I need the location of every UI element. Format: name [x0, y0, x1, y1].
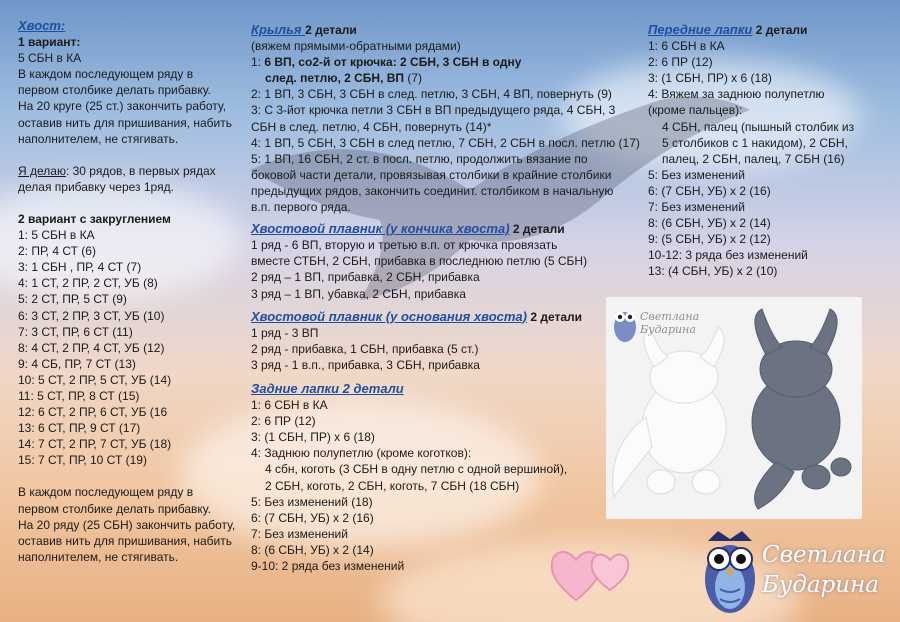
fin-base-row: 3 ряд - 1 в.п., прибавка, 3 СБН, прибавка — [251, 357, 480, 372]
front-legs-section — [648, 22, 854, 280]
owl-logo-icon — [700, 527, 760, 617]
my-method-text: : 30 рядов, в первых рядах — [65, 163, 216, 178]
variant2-end-line: На 20 ряду (25 СБН) закончить работу, — [18, 517, 236, 532]
my-method-line — [18, 163, 235, 179]
author-signature — [762, 540, 886, 600]
hind-row: 7: Без изменений — [251, 526, 348, 541]
wings-row1 — [251, 54, 640, 70]
fin-tip-row: 2 ряд – 1 ВП, прибавка, 2 СБН, прибавка — [251, 270, 480, 285]
variant1-line: 5 СБН в КА — [18, 51, 82, 66]
fin-tip-heading: Хвостовой плавник (у кончика хвоста) — [251, 221, 510, 237]
wings-row1-text2: след. петлю, 2 СБН, ВП — [265, 71, 405, 86]
wings-row: боковой части детали, провязывая столбики в крайние столбики — [251, 167, 612, 182]
front-row: (кроме пальцев): — [648, 103, 743, 118]
fin-tip-heading-line — [251, 221, 640, 237]
my-method-label: Я делаю — [18, 163, 66, 178]
hind-row: 8: (6 СБН, УБ) х 2 (14) — [251, 542, 374, 557]
front-row: 3: (1 СБН, ПР) х 6 (18) — [648, 71, 772, 86]
middle-column — [251, 22, 640, 574]
variant2-row: 9: 4 СБ, ПР, 7 СТ (13) — [18, 356, 136, 371]
fin-tip-row: вместе СТБН, 2 СБН, прибавка в последнюю петлю (5 СБН) — [251, 254, 588, 269]
variant2-heading: 2 вариант с закруглением — [18, 211, 171, 226]
variant2-row: 5: 2 СТ, ПР, 5 СТ (9) — [18, 292, 127, 307]
variant2-row: 11: 5 СТ, ПР, 8 СТ (15) — [18, 388, 140, 403]
variant2-row: 4: 1 СТ, 2 ПР, 2 СТ, УБ (8) — [18, 276, 158, 291]
variant2-row: 6: 3 СТ, 2 ПР, 3 СТ, УБ (10) — [18, 308, 165, 323]
wings-count: 2 детали — [305, 23, 357, 37]
variant2-end-line: первом столбике делать прибавку. — [18, 501, 211, 516]
wings-heading-line — [251, 22, 640, 38]
variant2-end-line: В каждом последующем ряду в — [18, 485, 194, 500]
hind-row-indented: 4 сбн, коготь (3 СБН в одну петлю с одной вершиной), — [265, 462, 568, 477]
wings-row: предыдущих рядов, закончить соединит. столбиком в начальную — [251, 183, 614, 198]
front-row: 1: 6 СБН в КА — [648, 39, 725, 54]
tail-section — [18, 18, 235, 565]
variant2-row: 8: 4 СТ, 2 ПР, 4 СТ, УБ (12) — [18, 340, 165, 355]
front-row: 4: Вяжем за заднюю полупетлю — [648, 87, 825, 102]
signature-line: Светлана — [762, 542, 886, 568]
fin-tip-row: 3 ряд – 1 ВП, убавка, 2 СБН, прибавка — [251, 286, 466, 301]
my-method-line2: делая прибавку через 1ряд. — [18, 179, 174, 194]
variant2-row: 2: ПР, 4 СТ (6) — [18, 244, 96, 259]
front-legs-heading: Передние лапки — [648, 22, 753, 37]
owl-watermark-icon — [612, 303, 638, 343]
fin-base-row: 2 ряд - прибавка, 1 СБН, прибавка (5 ст.) — [251, 341, 479, 356]
variant2-row: 14: 7 СТ, 2 ПР, 7 СТ, УБ (18) — [18, 437, 172, 452]
front-row-indented: палец, 2 СБН, палец, 7 СБН (16) — [662, 151, 845, 166]
fin-base-row: 1 ряд - 3 ВП — [251, 325, 319, 340]
variant1-line: оставив нить для пришивания, набить — [18, 115, 232, 130]
front-row: 7: Без изменений — [648, 200, 745, 215]
wings-row1-text: 6 ВП, со2-й от крючка: 2 СБН, 3 СБН в одну — [264, 55, 522, 70]
fin-base-heading-line — [251, 309, 640, 325]
photo-watermark — [640, 310, 699, 336]
variant1-line: В каждом последующем ряду в — [18, 67, 194, 82]
variant1-heading: 1 вариант: — [18, 35, 81, 50]
wings-row: в.п. первого ряда. — [251, 200, 351, 215]
variant2-end-line: наполнителем, не стягивать. — [18, 549, 179, 564]
wings-row: 4: 1 ВП, 5 СБН, 3 СБН в след петлю, 7 СБН, 2 СБН в посл. петлю (17) — [251, 135, 640, 150]
hind-row: 2: 6 ПР (12) — [251, 414, 316, 429]
signature-line: Бударина — [762, 572, 879, 598]
hind-row: 9-10: 2 ряда без изменений — [251, 559, 405, 573]
wings-row1-number: 1: — [251, 55, 265, 70]
variant2-row: 13: 6 СТ, ПР, 9 СТ (17) — [18, 421, 141, 436]
watermark-line: Бударина — [640, 323, 696, 336]
wings-row: СБН в след. петлю, 4 СБН, повернуть (14)* — [251, 119, 492, 134]
wings-note: (вяжем прямыми-обратными рядами) — [251, 39, 461, 54]
wings-row1-count: (7) — [404, 71, 423, 86]
front-row: 8: (6 СБН, УБ) х 2 (14) — [648, 216, 771, 231]
fin-tip-count: 2 детали — [509, 222, 565, 237]
variant2-row: 10: 5 СТ, 2 ПР, 5 СТ, УБ (14) — [18, 372, 172, 387]
wings-row: 2: 1 ВП, 3 СБН, 3 СБН в след. петлю, 3 СБН, 4 ВП, повернуть (9) — [251, 87, 612, 102]
variant2-row: 15: 7 СТ, ПР, 10 СТ (19) — [18, 453, 147, 468]
fin-tip-row: 1 ряд - 6 ВП, вторую и третью в.п. от крючка провязать — [251, 238, 558, 253]
front-row-indented: 5 столбиков с 1 накидом), 2 СБН, — [662, 135, 848, 150]
wings-heading: Крылья — [251, 22, 306, 37]
hind-row-indented: 2 СБН, коготь, 2 СБН, коготь, 7 СБН (18 СБН) — [265, 478, 520, 493]
watermark-line: Светлана — [640, 310, 700, 323]
front-row: 10-12: 3 ряда без изменений — [648, 248, 808, 263]
fin-base-count: 2 детали — [526, 309, 583, 324]
wings-row1-cont — [251, 70, 640, 86]
variant1-line: На 20 круге (25 ст.) закончить работу, — [18, 99, 227, 114]
hind-row: 1: 6 СБН в КА — [251, 398, 328, 413]
front-row: 5: Без изменений — [648, 167, 745, 182]
hearts-icon — [548, 538, 638, 608]
wings-row: 3: С 3-йот крючка петли 3 СБН в ВП предыдущего ряда, 4 СБН, 3 — [251, 103, 616, 118]
tail-heading: Хвост: — [18, 18, 66, 33]
variant2-end-line: оставив нить для пришивания, набить — [18, 533, 232, 548]
front-row: 9: (5 СБН, УБ) х 2 (12) — [648, 232, 771, 247]
variant1-line: первом столбике делать прибавку. — [18, 83, 211, 98]
hind-row: 4: Заднюю полупетлю (кроме коготков): — [251, 446, 472, 461]
variant2-row: 7: 3 СТ, ПР, 6 СТ (11) — [18, 324, 133, 339]
hind-row: 6: (7 СБН, УБ) х 2 (16) — [251, 510, 374, 525]
front-row: 2: 6 ПР (12) — [648, 55, 713, 70]
variant2-row: 1: 5 СБН в КА — [18, 228, 95, 243]
front-row: 13: (4 СБН, УБ) х 2 (10) — [648, 264, 778, 279]
front-legs-heading-line — [648, 22, 854, 38]
front-row: 6: (7 СБН, УБ) х 2 (16) — [648, 183, 771, 198]
variant2-row: 12: 6 СТ, 2 ПР, 6 СТ, УБ (16 — [18, 405, 168, 420]
hind-row: 5: Без изменений (18) — [251, 494, 373, 509]
wings-row: 5: 1 ВП, 16 СБН, 2 ст. в посл. петлю, продолжить вязание по — [251, 151, 588, 166]
hind-row: 3: (1 СБН, ПР) х 6 (18) — [251, 430, 375, 445]
front-legs-count: 2 детали — [752, 23, 808, 37]
fin-base-heading: Хвостовой плавник (у основания хвоста) — [251, 308, 527, 324]
variant2-row: 3: 1 СБН , ПР, 4 СТ (7) — [18, 260, 142, 275]
hind-legs-heading: Задние лапки 2 детали — [251, 380, 404, 396]
variant1-line: наполнителем, не стягивать. — [18, 131, 179, 146]
front-row-indented: 4 СБН, палец (пышный столбик из — [662, 119, 855, 134]
